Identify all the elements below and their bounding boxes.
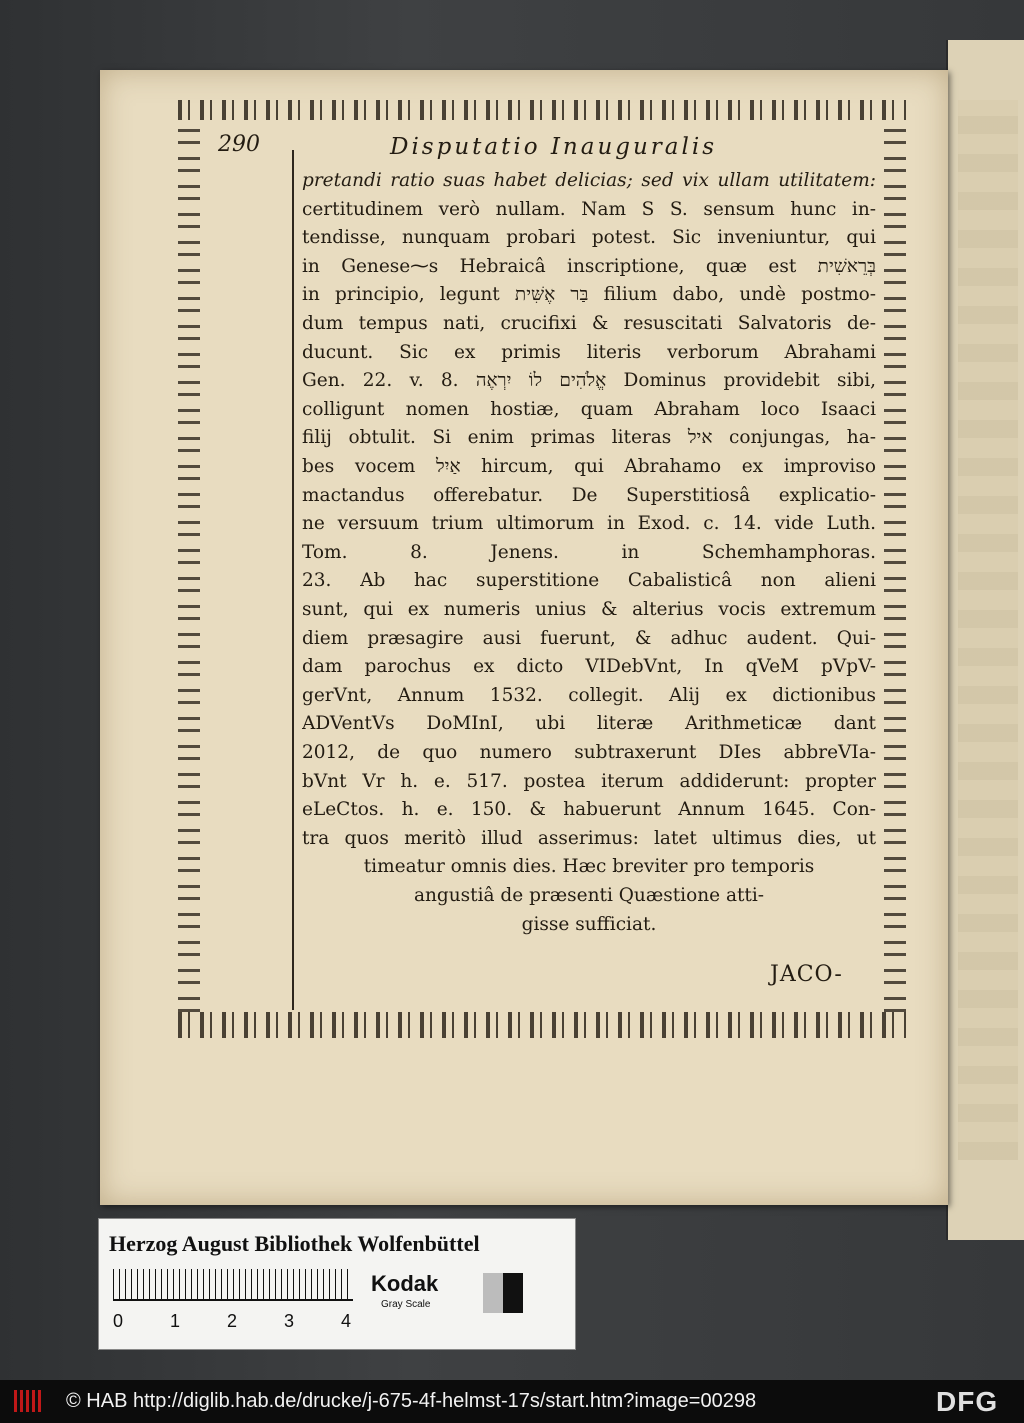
footer-bar	[0, 1380, 1024, 1423]
text-line: timeatur omnis dies. Hæc breviter pro temporis	[363, 856, 815, 877]
ruler-number: 1	[170, 1311, 181, 1331]
text-line: in Genese⁓s Hebraicâ inscriptione, quæ est בְּרֵאשִׁית	[302, 256, 876, 277]
catchword: JACO-	[770, 962, 843, 987]
text-line: angustiâ de præsenti Quæstione atti-	[413, 885, 765, 906]
text-line: dam parochus ex dicto VIDebVnt, In qVeM pVpV-	[302, 656, 876, 677]
page-number: 290	[218, 132, 260, 157]
text-line: tendisse, nunquam probari potest. Sic inveniuntur, qui	[302, 227, 876, 248]
ornament-border-top	[178, 100, 906, 120]
text-line: Gen. 22. v. 8. אֱלֹהִים לוֹ יִרְאֶה Dominus providebit sibi,	[302, 370, 876, 391]
ruler-number: 0	[113, 1311, 124, 1331]
text-line: Tom. 8. Jenens. in Schemhamphoras.	[302, 542, 876, 563]
text-line: eLeCtos. h. e. 150. & habuerunt Annum 1645. Con-	[302, 799, 876, 820]
text-line: 2012, de quo numero subtraxerunt DIes abbreVIa-	[302, 742, 876, 763]
text-line: filij obtulit. Si enim primas literas איל conjungas, ha-	[302, 427, 876, 448]
text-line: gisse sufficiat.	[521, 914, 657, 935]
text-line: certitudinem verò nullam. Nam S S. sensum hunc in-	[302, 199, 876, 220]
text-line: ADVentVs DoMInI, ubi literæ Arithmeticæ dant	[302, 713, 876, 734]
gray-scale-patch	[483, 1273, 523, 1313]
facing-page-ornament-border	[958, 100, 1018, 1160]
text-line: pretandi ratio suas habet delicias; sed vix ullam utilitatem:	[302, 170, 876, 191]
ruler-number: 4	[341, 1311, 352, 1331]
text-line: bVnt Vr h. e. 517. postea iterum addiderunt: propter	[302, 771, 876, 792]
source-url[interactable]: © HAB http://diglib.hab.de/drucke/j-675-4f-helmst-17s/start.htm?image=00298	[66, 1390, 757, 1412]
library-label-card	[98, 1218, 576, 1350]
kodak-logo: Kodak	[371, 1271, 439, 1296]
text-line: ducunt. Sic ex primis literis verborum Abrahami	[302, 342, 876, 363]
text-line: gerVnt, Annum 1532. collegit. Alij ex dictionibus	[302, 685, 876, 706]
text-line: in principio, legunt בַּר אֶשִּׁית filium dabo, undè postmo-	[302, 284, 876, 305]
text-line: dum tempus nati, crucifixi & resuscitati Salvatoris de-	[302, 313, 876, 334]
text-line: mactandus offerebatur. De Superstitiosâ explicatio-	[302, 485, 876, 506]
text-line: tra quos meritò illud asserimus: latet ultimus dies, ut	[302, 828, 876, 849]
text-line: colligunt nomen hostiæ, quam Abraham loco Isaaci	[302, 399, 876, 420]
ornament-border-right	[884, 120, 906, 1012]
ruler-number: 2	[227, 1311, 238, 1331]
library-name: Herzog August Bibliothek Wolfenbüttel	[109, 1231, 480, 1256]
ornament-border-bottom	[178, 1012, 906, 1038]
ruler-number: 3	[284, 1311, 295, 1331]
scale-ruler	[113, 1269, 353, 1301]
text-line: bes vocem אַיִל hircum, qui Abrahamo ex improviso	[302, 456, 876, 477]
hab-logo-icon	[14, 1390, 44, 1412]
running-head: Disputatio Inauguralis	[390, 134, 718, 160]
text-line: ne versuum trium ultimorum in Exod. c. 14. vide Luth.	[302, 513, 876, 534]
ornament-border-left	[178, 120, 200, 1012]
facing-page-edge	[946, 40, 1024, 1240]
text-line: diem præsagire ausi fuerunt, & adhuc audent. Qui-	[302, 628, 876, 649]
dfg-logo: DFG	[936, 1386, 999, 1417]
kodak-subtitle: Gray Scale	[381, 1299, 431, 1310]
text-line: 23. Ab hac superstitione Cabalisticâ non alieni	[302, 570, 876, 591]
text-line: sunt, qui ex numeris unius & alterius vocis extremum	[302, 599, 876, 620]
inner-rule	[292, 150, 294, 1010]
